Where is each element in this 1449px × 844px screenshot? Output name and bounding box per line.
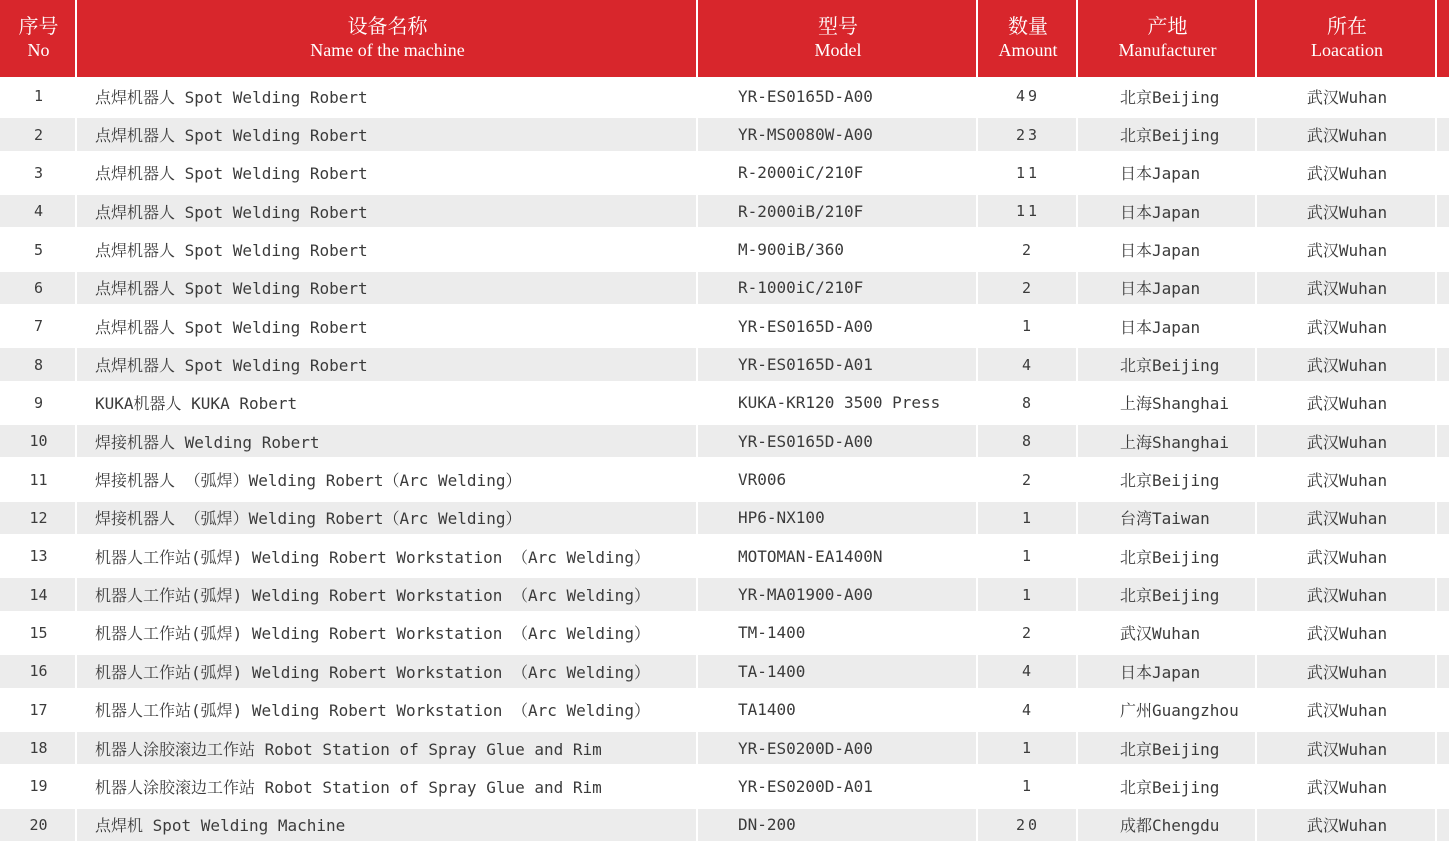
cell-manufacturer: 日本Japan bbox=[1078, 272, 1257, 304]
cell-no: 6 bbox=[0, 272, 77, 304]
cell-manufacturer: 北京Beijing bbox=[1120, 471, 1220, 491]
cell-no: 16 bbox=[0, 655, 77, 687]
cell-name: 机器人工作站(弧焊) Welding Robert Workstation （Arc Welding） bbox=[95, 547, 650, 567]
cell-amount: 1 bbox=[978, 578, 1078, 610]
column-header-model-en: Model bbox=[814, 39, 862, 60]
cell-location: 武汉Wuhan bbox=[1306, 701, 1388, 721]
column-header-no bbox=[0, 0, 77, 77]
column-header-location-zh: 所在 bbox=[1327, 16, 1367, 39]
cell-edge bbox=[1437, 230, 1449, 268]
cell-amount: 8 bbox=[1021, 393, 1035, 412]
cell-name: 点焊机 Spot Welding Machine bbox=[77, 809, 698, 841]
cell-no: 3 bbox=[33, 163, 44, 182]
cell-location: 武汉Wuhan bbox=[1306, 471, 1388, 491]
cell-model: YR-ES0165D-A01 bbox=[698, 348, 978, 380]
table-row bbox=[0, 460, 1449, 498]
cell-amount: 2 bbox=[978, 272, 1078, 304]
table-row bbox=[0, 154, 1449, 192]
cell-amount: 2 bbox=[1021, 240, 1035, 259]
cell-no: 12 bbox=[0, 502, 77, 534]
cell-no: 20 bbox=[0, 809, 77, 841]
cell-manufacturer: 北京Beijing bbox=[1078, 118, 1257, 150]
cell-no: 10 bbox=[0, 425, 77, 457]
cell-location: 武汉Wuhan bbox=[1257, 732, 1437, 764]
table-body bbox=[0, 77, 1449, 844]
cell-edge bbox=[1437, 809, 1449, 841]
cell-location: 武汉Wuhan bbox=[1257, 502, 1437, 534]
cell-location: 武汉Wuhan bbox=[1306, 547, 1388, 567]
cell-model: TM-1400 bbox=[738, 623, 806, 643]
cell-amount: 4 bbox=[1021, 700, 1035, 719]
cell-edge bbox=[1437, 732, 1449, 764]
cell-manufacturer: 日本Japan bbox=[1120, 241, 1201, 261]
cell-location: 武汉Wuhan bbox=[1257, 348, 1437, 380]
table-row bbox=[0, 767, 1449, 805]
cell-no: 14 bbox=[0, 578, 77, 610]
table-row bbox=[0, 230, 1449, 268]
cell-no: 2 bbox=[0, 118, 77, 150]
cell-no: 13 bbox=[29, 547, 48, 566]
cell-no: 19 bbox=[29, 777, 48, 796]
cell-amount: 23 bbox=[978, 118, 1078, 150]
cell-amount: 49 bbox=[1015, 87, 1041, 106]
cell-no: 18 bbox=[0, 732, 77, 764]
cell-model: R-2000iB/210F bbox=[698, 195, 978, 227]
column-header-no-zh: 序号 bbox=[18, 16, 59, 39]
cell-location: 武汉Wuhan bbox=[1257, 425, 1437, 457]
cell-model: YR-MS0080W-A00 bbox=[698, 118, 978, 150]
table-header-row bbox=[0, 0, 1449, 77]
table-row bbox=[0, 806, 1449, 844]
cell-edge bbox=[1437, 425, 1449, 457]
cell-edge bbox=[1437, 272, 1449, 304]
table-row bbox=[0, 115, 1449, 153]
table-row bbox=[0, 499, 1449, 537]
cell-name: 焊接机器人 （弧焊）Welding Robert（Arc Welding） bbox=[77, 502, 698, 534]
column-header-name-zh: 设备名称 bbox=[347, 16, 428, 39]
cell-model: YR-ES0165D-A00 bbox=[738, 316, 873, 336]
cell-edge bbox=[1437, 460, 1449, 498]
column-header-amount-zh: 数量 bbox=[1008, 16, 1048, 39]
cell-amount: 1 bbox=[978, 732, 1078, 764]
cell-location: 武汉Wuhan bbox=[1257, 809, 1437, 841]
cell-manufacturer: 北京Beijing bbox=[1078, 348, 1257, 380]
cell-edge bbox=[1437, 537, 1449, 575]
cell-name: 机器人工作站(弧焊) Welding Robert Workstation （Arc Welding） bbox=[77, 578, 698, 610]
cell-edge bbox=[1437, 691, 1449, 729]
cell-name: 机器人涂胶滚边工作站 Robot Station of Spray Glue and Rim bbox=[77, 732, 698, 764]
table-row bbox=[0, 691, 1449, 729]
cell-location: 武汉Wuhan bbox=[1306, 241, 1388, 261]
cell-edge bbox=[1437, 195, 1449, 227]
cell-model: YR-ES0165D-A00 bbox=[698, 425, 978, 457]
cell-edge bbox=[1437, 77, 1449, 115]
cell-amount: 1 bbox=[978, 502, 1078, 534]
cell-location: 武汉Wuhan bbox=[1306, 87, 1388, 107]
column-header-model bbox=[698, 0, 978, 77]
cell-no: 8 bbox=[0, 348, 77, 380]
cell-manufacturer: 北京Beijing bbox=[1078, 732, 1257, 764]
cell-model: DN-200 bbox=[698, 809, 978, 841]
column-header-manufacturer bbox=[1078, 0, 1257, 77]
cell-no: 5 bbox=[33, 240, 44, 259]
cell-no: 9 bbox=[33, 393, 44, 412]
cell-amount: 2 bbox=[1021, 470, 1035, 489]
cell-manufacturer: 台湾Taiwan bbox=[1078, 502, 1257, 534]
column-header-amount-en: Amount bbox=[998, 39, 1058, 60]
cell-location: 武汉Wuhan bbox=[1257, 272, 1437, 304]
cell-name: 点焊机器人 Spot Welding Robert bbox=[95, 317, 368, 337]
cell-manufacturer: 广州Guangzhou bbox=[1120, 701, 1239, 721]
cell-no: 11 bbox=[29, 470, 48, 489]
cell-no: 4 bbox=[0, 195, 77, 227]
cell-name: 点焊机器人 Spot Welding Robert bbox=[77, 272, 698, 304]
cell-no: 15 bbox=[29, 623, 48, 642]
cell-amount: 1 bbox=[1021, 547, 1035, 566]
cell-edge bbox=[1437, 384, 1449, 422]
table-row bbox=[0, 307, 1449, 345]
cell-manufacturer: 日本Japan bbox=[1078, 655, 1257, 687]
column-header-location-en: Loacation bbox=[1311, 39, 1383, 60]
cell-manufacturer: 日本Japan bbox=[1120, 317, 1201, 337]
cell-name: 机器人工作站(弧焊) Welding Robert Workstation （Arc Welding） bbox=[77, 655, 698, 687]
column-header-location bbox=[1257, 0, 1437, 77]
table-row bbox=[0, 575, 1449, 613]
cell-manufacturer: 北京Beijing bbox=[1120, 87, 1220, 107]
table-row bbox=[0, 614, 1449, 652]
cell-model: TA1400 bbox=[738, 700, 796, 720]
cell-name: 点焊机器人 Spot Welding Robert bbox=[77, 348, 698, 380]
cell-model: YR-MA01900-A00 bbox=[698, 578, 978, 610]
cell-name: 点焊机器人 Spot Welding Robert bbox=[95, 164, 368, 184]
table-row bbox=[0, 537, 1449, 575]
cell-name: 点焊机器人 Spot Welding Robert bbox=[77, 195, 698, 227]
column-header-manufacturer-en: Manufacturer bbox=[1118, 39, 1217, 60]
cell-edge bbox=[1437, 655, 1449, 687]
cell-amount: 4 bbox=[978, 348, 1078, 380]
cell-amount: 11 bbox=[1015, 163, 1041, 182]
table-row bbox=[0, 729, 1449, 767]
cell-edge bbox=[1437, 614, 1449, 652]
cell-manufacturer: 日本Japan bbox=[1078, 195, 1257, 227]
table-row bbox=[0, 269, 1449, 307]
table-row bbox=[0, 384, 1449, 422]
cell-model: KUKA-KR120 3500 Press bbox=[738, 393, 941, 413]
cell-location: 武汉Wuhan bbox=[1306, 394, 1388, 414]
cell-model: YR-ES0200D-A00 bbox=[698, 732, 978, 764]
column-header-manufacturer-zh: 产地 bbox=[1147, 16, 1188, 39]
cell-model: HP6-NX100 bbox=[698, 502, 978, 534]
cell-model: YR-ES0200D-A01 bbox=[738, 776, 873, 796]
cell-location: 武汉Wuhan bbox=[1257, 118, 1437, 150]
cell-model: YR-ES0165D-A00 bbox=[738, 86, 873, 106]
cell-model: R-1000iC/210F bbox=[698, 272, 978, 304]
cell-edge bbox=[1437, 578, 1449, 610]
cell-location: 武汉Wuhan bbox=[1306, 777, 1388, 797]
cell-location: 武汉Wuhan bbox=[1257, 195, 1437, 227]
cell-model: R-2000iC/210F bbox=[738, 163, 864, 183]
cell-location: 武汉Wuhan bbox=[1257, 578, 1437, 610]
column-header-model-zh: 型号 bbox=[818, 16, 858, 39]
cell-edge bbox=[1437, 767, 1449, 805]
table-row bbox=[0, 652, 1449, 690]
cell-location: 武汉Wuhan bbox=[1306, 164, 1388, 184]
table-row bbox=[0, 422, 1449, 460]
cell-manufacturer: 北京Beijing bbox=[1120, 547, 1220, 567]
cell-manufacturer: 日本Japan bbox=[1120, 164, 1201, 184]
cell-model: VR006 bbox=[738, 470, 787, 490]
column-header-no-en: No bbox=[27, 39, 50, 60]
cell-location: 武汉Wuhan bbox=[1306, 624, 1388, 644]
cell-no: 1 bbox=[33, 87, 44, 106]
cell-manufacturer: 上海Shanghai bbox=[1078, 425, 1257, 457]
cell-name: KUKA机器人 KUKA Robert bbox=[95, 394, 298, 414]
cell-edge bbox=[1437, 348, 1449, 380]
column-header-edge-cutoff bbox=[1437, 0, 1449, 77]
cell-location: 武汉Wuhan bbox=[1306, 317, 1388, 337]
cell-manufacturer: 武汉Wuhan bbox=[1120, 624, 1201, 644]
column-header-name-en: Name of the machine bbox=[310, 39, 465, 60]
cell-manufacturer: 北京Beijing bbox=[1078, 578, 1257, 610]
cell-name: 焊接机器人 （弧焊）Welding Robert（Arc Welding） bbox=[95, 471, 522, 491]
cell-amount: 11 bbox=[978, 195, 1078, 227]
cell-amount: 20 bbox=[978, 809, 1078, 841]
cell-model: M-900iB/360 bbox=[738, 240, 844, 260]
cell-edge bbox=[1437, 502, 1449, 534]
cell-amount: 2 bbox=[1021, 623, 1035, 642]
cell-edge bbox=[1437, 307, 1449, 345]
cell-no: 17 bbox=[29, 700, 48, 719]
cell-no: 7 bbox=[33, 317, 44, 336]
cell-location: 武汉Wuhan bbox=[1257, 655, 1437, 687]
cell-name: 点焊机器人 Spot Welding Robert bbox=[95, 241, 368, 261]
column-header-name bbox=[77, 0, 698, 77]
cell-name: 机器人工作站(弧焊) Welding Robert Workstation （Arc Welding） bbox=[95, 624, 650, 644]
cell-edge bbox=[1437, 118, 1449, 150]
cell-manufacturer: 北京Beijing bbox=[1120, 777, 1220, 797]
table-row bbox=[0, 192, 1449, 230]
cell-name: 机器人涂胶滚边工作站 Robot Station of Spray Glue and Rim bbox=[95, 777, 602, 797]
cell-amount: 4 bbox=[978, 655, 1078, 687]
cell-model: TA-1400 bbox=[698, 655, 978, 687]
cell-manufacturer: 成都Chengdu bbox=[1078, 809, 1257, 841]
cell-name: 机器人工作站(弧焊) Welding Robert Workstation （Arc Welding） bbox=[95, 701, 650, 721]
cell-edge bbox=[1437, 154, 1449, 192]
cell-name: 焊接机器人 Welding Robert bbox=[77, 425, 698, 457]
cell-name: 点焊机器人 Spot Welding Robert bbox=[95, 87, 368, 107]
cell-model: MOTOMAN-EA1400N bbox=[738, 546, 883, 566]
table-row bbox=[0, 345, 1449, 383]
cell-amount: 8 bbox=[978, 425, 1078, 457]
table-row bbox=[0, 77, 1449, 115]
column-header-amount bbox=[978, 0, 1078, 77]
cell-amount: 1 bbox=[1021, 777, 1035, 796]
cell-name: 点焊机器人 Spot Welding Robert bbox=[77, 118, 698, 150]
cell-amount: 1 bbox=[1021, 317, 1035, 336]
cell-manufacturer: 上海Shanghai bbox=[1120, 394, 1230, 414]
